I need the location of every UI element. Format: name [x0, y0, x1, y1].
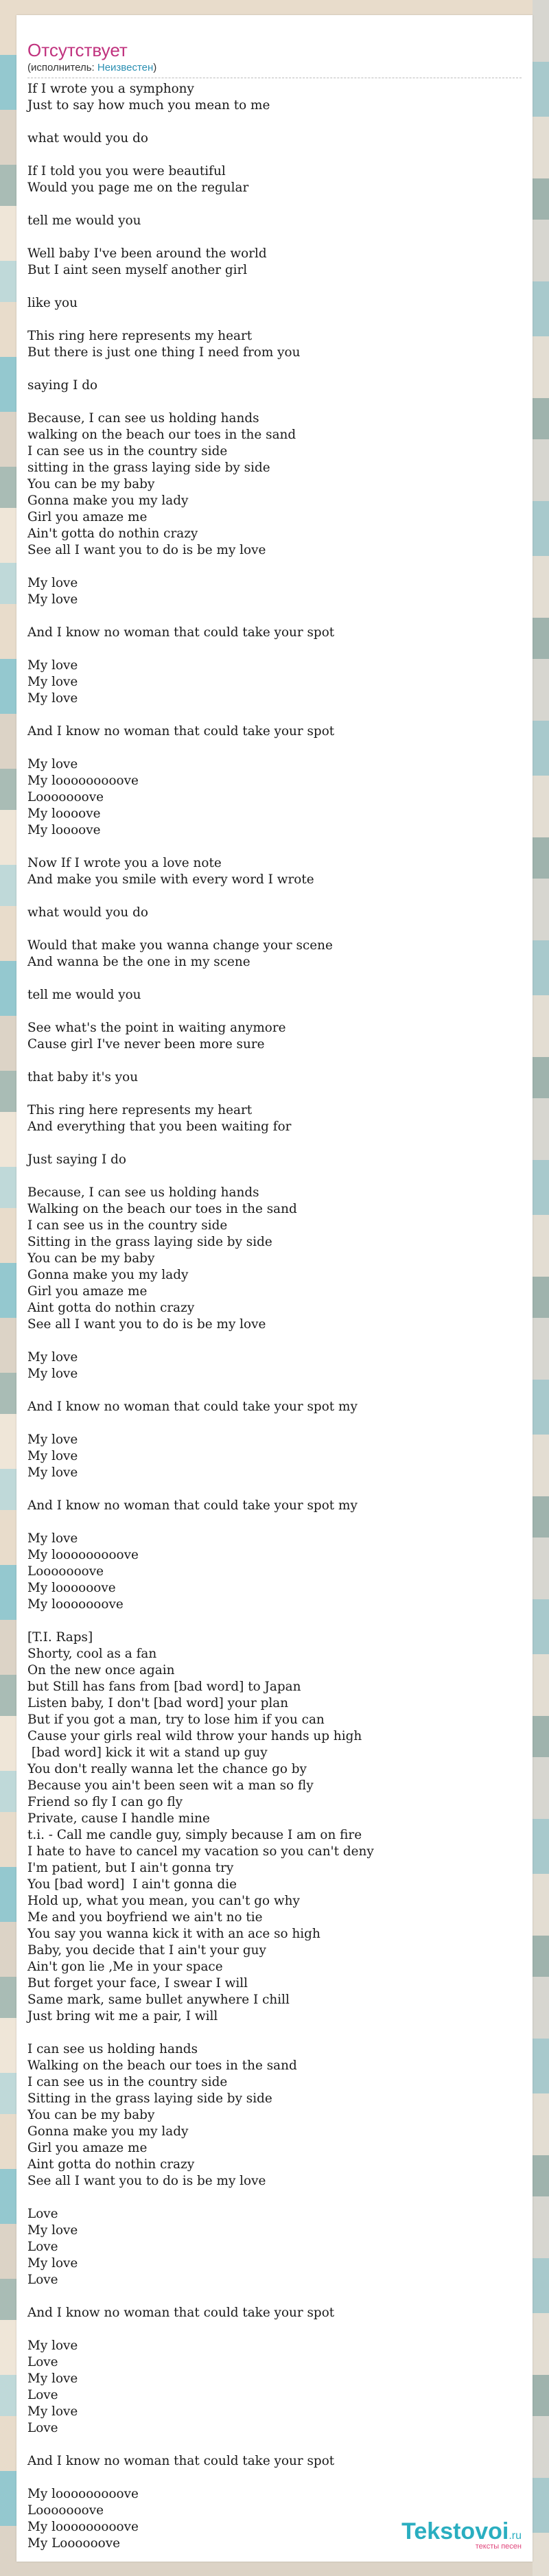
logo-text: Tekstovoi	[401, 2518, 509, 2544]
artist-prefix: (исполнитель:	[27, 62, 97, 73]
background-strip-right	[533, 0, 549, 2576]
song-title: Отсутствует	[27, 40, 128, 60]
lyrics-text: If I wrote you a symphony Just to say how much you mean to me what would you do If I told you you were beautiful Would you page me on the regular tell me would you Well baby I've been around the world But I aint seen myself another girl like you This ring here represents my heart But there is just one thing I need from you saying I do Because, I can see us holding hands walking on the beach our toes in the sand I can see us in the country side sitting in the grass laying side by side You can be my baby Gonna make you my lady Girl you amaze me Ain't gotta do nothin crazy See all I want you to do is be my love My love My love And I know no woman that could take your spot My love My love My love And I know no woman that could take your spot My love My looooooooove Looooooove My loooove My loooove Now If I wrote you a love note And make you smile with every word I wrote what would you do Would that make you wanna change your scene And wanna be the one in my scene tell me would you See what's the point in waiting anymore Cause girl I've never been more sure that baby it's you This ring here represents my heart And everything that you been waiting for Just saying I do Because, I can see us holding hands Walking on the beach our toes in the sand I can see us in the country side Sitting in the grass laying side by side You can be my baby Gonna make you my lady Girl you amaze me Aint gotta do nothin crazy See all I want you to do is be my love My love My love And I know no woman that could take your spot my My love My love My love And I know no woman that could take your spot my My love My looooooooove Looooooove My loooooove My looooooove [T.I. Raps] Shorty, cool as a fan On the new once again but Still has fans from [bad word] to Japan Listen baby, I don't [bad word] your plan But if you got a man, try to lose him if you can Cause your girls real wild throw your hands up high [bad word] kick it wit a stand up guy You don't really wanna let the chance go by Because you ain't been seen wit a man so fly Friend so fly I can go fly Private, cause I handle mine t.i. - Call me candle guy, simply because I am on fire I hate to have to cancel my vacation so you can't deny I'm patient, but I ain't gonna try You [bad word] I ain't gonna die Hold up, what you mean, you can't go why Me and you boyfriend we ain't no tie You say you wanna kick it with an ace so high Baby, you decide that I ain't your guy Ain't gon lie ,Me in your space But forget your face, I swear I will Same mark, same bullet anywhere I chill Just bring wit me a pair, I will I can see us holding hands Walking on the beach our toes in the sand I can see us in the country side Sitting in the grass laying side by side You can be my baby Gonna make you my lady Girl you amaze me Aint gotta do nothin crazy See all I want you to do is be my love Love My love Love My love Love And I know no woman that could take your spot My love Love My love Love My love Love And I know no woman that could take your spot My looooooooove Looooooove My looooooooove My Loooooove	[27, 82, 374, 2551]
song-header	[16, 15, 533, 73]
site-logo[interactable]	[401, 2518, 522, 2551]
logo-suffix: .ru	[509, 2530, 522, 2542]
artist-link[interactable]: Неизвестен	[97, 62, 154, 73]
logo-tagline: тексты песен	[475, 2542, 522, 2551]
lyrics-card	[16, 15, 533, 2562]
artist-line	[27, 62, 522, 73]
artist-suffix: )	[153, 62, 157, 73]
